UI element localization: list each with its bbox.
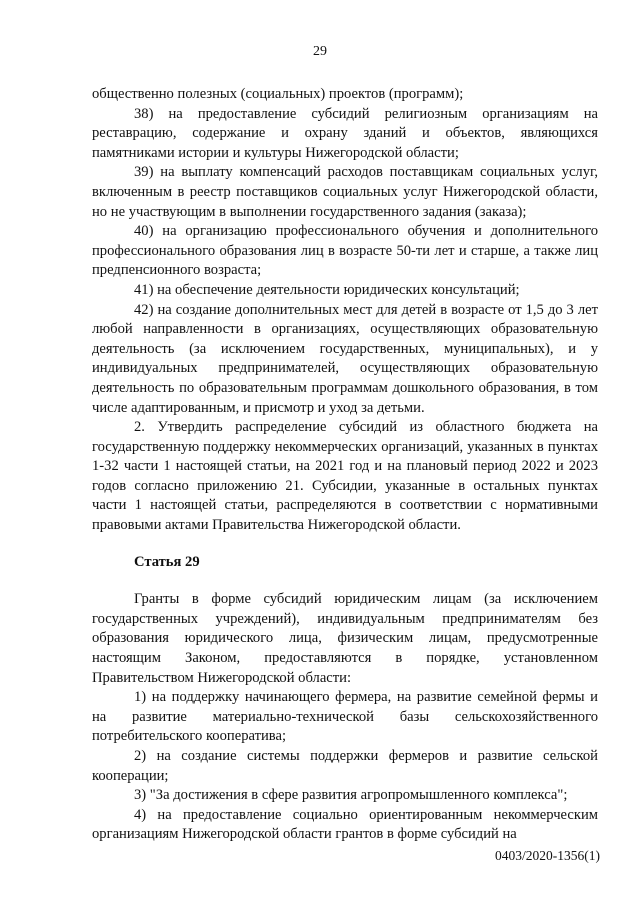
paragraph: 1) на поддержку начинающего фермера, на развитие семейной фермы и на развитие материально-технической базы сельскохозяйственного потребительского кооператива; xyxy=(92,689,598,745)
paragraph: 38) на предоставление субсидий религиозным организациям на реставрацию, содержание и охрану зданий и объектов, являющихся памятниками истории и культуры Нижегородской области; xyxy=(92,105,598,161)
paragraph: 2. Утвердить распределение субсидий из областного бюджета на государственную поддержку некоммерческих организаций, указанных в пунктах 1-32 части 1 настоящей статьи, на 2021 год и на плановый период 2022 и 2023 годов согласно приложению 21. Субсидии, указанные в остальных пунктах части 1 настоящей статьи, распределяются в соответствии с нормативными правовыми актами Правительства Нижегородской области. xyxy=(92,419,598,534)
paragraph: 41) на обеспечение деятельности юридических консультаций; xyxy=(134,281,520,298)
article-heading: Статья 29 xyxy=(134,553,200,570)
paragraph: Гранты в форме субсидий юридическим лицам (за исключением государственных учреждений), индивидуальным предпринимателям без образования юридического лица, физическим лицам, предусмотренные настоящим Законом, предоставляются в порядке, установленном Правительством Нижегородской области: xyxy=(92,591,598,686)
page-number: 29 xyxy=(313,44,327,59)
paragraph: 2) на создание системы поддержки фермеров и развитие сельской кооперации; xyxy=(92,748,598,784)
paragraph: 40) на организацию профессионального обучения и дополнительного профессионального образования лиц в возрасте 50-ти лет и старше, а также лиц предпенсионного возраста; xyxy=(92,223,598,279)
paragraph: 42) на создание дополнительных мест для детей в возрасте от 1,5 до 3 лет любой направленности в организациях, осуществляющих образовательную деятельность (за исключением государственных, муниципальных), и у индивидуальных предпринимателей, осуществляющих образовательную деятельность по образовательным программам дошкольного образования, в том числе адаптированным, и присмотр и уход за детьми. xyxy=(92,301,598,416)
paragraph: общественно полезных (социальных) проектов (программ); xyxy=(92,86,464,102)
document-code: 0403/2020-1356(1) xyxy=(495,848,600,863)
paragraph: 4) на предоставление социально ориентированным некоммерческим организациям Нижегородской области грантов в форме субсидий на xyxy=(92,806,598,843)
paragraph: 39) на выплату компенсаций расходов поставщикам социальных услуг, включенным в реестр поставщиков социальных услуг Нижегородской области, но не участвующим в выполнении государственного задания (заказа); xyxy=(92,164,598,220)
document-body xyxy=(92,85,598,845)
paragraph: 3) "За достижения в сфере развития агропромышленного комплекса"; xyxy=(134,787,568,804)
